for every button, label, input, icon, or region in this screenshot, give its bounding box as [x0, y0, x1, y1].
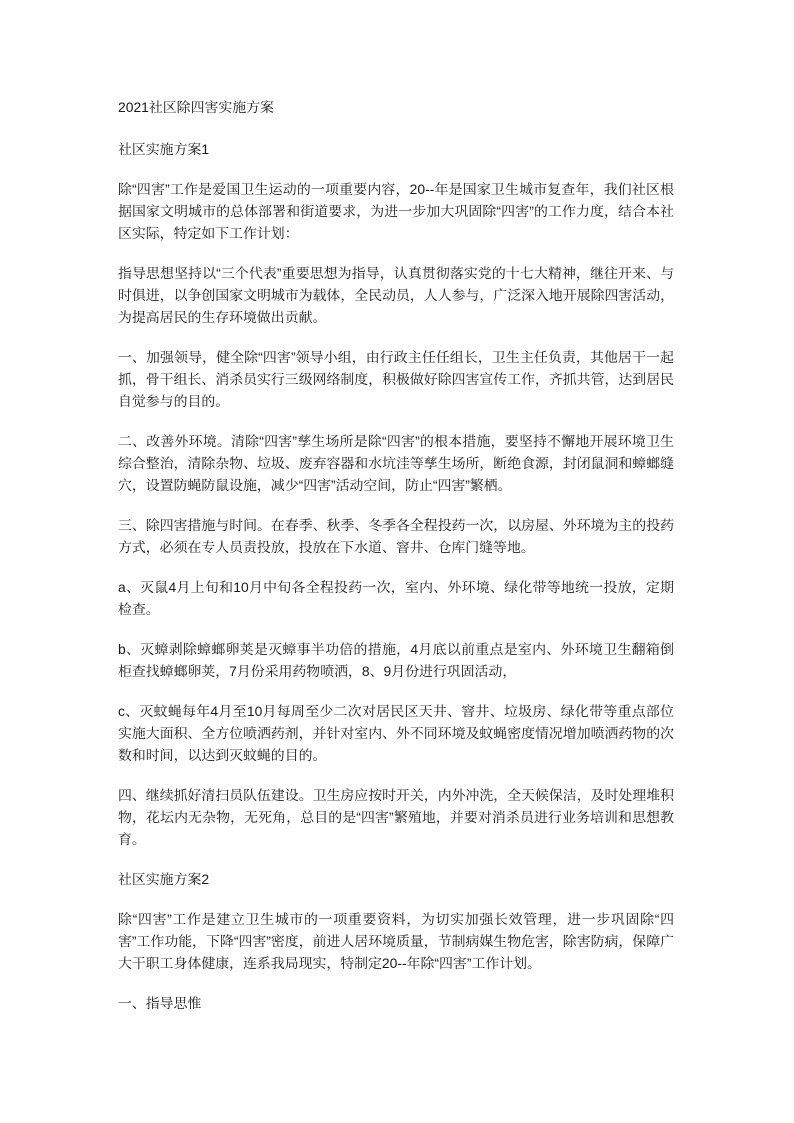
- environment-paragraph: 二、改善外环境。清除“四害”孳生场所是除“四害”的根本措施，要坚持不懈地开展环境卫生综合整治，清除杂物、垃圾、废弃容器和水坑洼等孳生场所，断绝食源，封闭鼠洞和蟑螂缝穴，设置防蝇防鼠设施，减少“四害”活动空间，防止“四害”繁栖。: [118, 433, 674, 493]
- cleaning-team-paragraph: 四、继续抓好清扫员队伍建设。卫生房应按时开关，内外冲洗，全天候保洁，及时处理堆积物，花坛内无杂物，无死角，总目的是“四害”繁殖地，并要对消杀员进行业务培训和思想教育。: [118, 787, 674, 847]
- cockroach-control-paragraph: b、灭蟑剥除蟑螂卵荚是灭蟑事半功倍的措施，4月底以前重点是室内、外环境卫生翻箱倒柜查找蟑螂卵荚，7月份采用药物喷洒，8、9月份进行巩固活动，: [118, 641, 674, 679]
- leadership-paragraph: 一、加强领导，健全除“四害”领导小组，由行政主任任组长，卫生主任负责，其他居干一起抓，骨干组长、消杀员实行三级网络制度，积极做好除四害宣传工作，齐抓共管，达到居民自觉参与的目的。: [118, 349, 674, 409]
- section-heading: 社区实施方案2: [118, 871, 210, 887]
- measures-paragraph: 三、除四害措施与时间。在春季、秋季、冬季各全程投药一次，以房屋、外环境为主的投药方式，必须在专人员责投放，投放在下水道、窨井、仓库门缝等地。: [118, 517, 674, 555]
- mosquito-fly-control-paragraph: c、灭蚊蝇每年4月至10月每周至少二次对居民区天井、窨井、垃圾房、绿化带等重点部位实施大面积、全方位喷洒药剂，并针对室内、外不同环境及蚊蝇密度情况增加喷洒药物的次数和时间，以达到灭蚊蝇的目的。: [118, 703, 674, 763]
- document-title: 2021社区除四害实施方案: [118, 99, 274, 115]
- guiding-principle-paragraph: 指导思想坚持以“三个代表”重要思想为指导，认真贯彻落实党的十七大精神，继往开来、与时俱进，以争创国家文明城市为载体，全民动员，人人参与，广泛深入地开展除四害活动，为提高居民的生存环境做出贡献。: [118, 265, 674, 325]
- intro-paragraph: 除“四害”工作是建立卫生城市的一项重要资料，为切实加强长效管理，进一步巩固除“四害”工作功能，下降“四害”密度，前进人居环境质量，节制病媒生物危害，除害防病，保障广大干职工身体健康，连系我局现实，特制定20--年除“四害”工作计划。: [118, 911, 674, 971]
- subsection-heading: 一、指导思惟: [118, 995, 202, 1011]
- plan-2-section: [118, 868, 794, 1014]
- rodent-control-paragraph: a、灭鼠4月上旬和10月中旬各全程投药一次，室内、外环境、绿化带等地统一投放，定期检查。: [118, 579, 674, 617]
- plan-1-section: [118, 138, 794, 850]
- intro-paragraph: 除“四害”工作是爱国卫生运动的一项重要内容，20--年是国家卫生城市复查年，我们社区根据国家文明城市的总体部署和街道要求，为进一步加大巩固除“四害”的工作力度，结合本社区实际，特定如下工作计划：: [118, 181, 674, 241]
- section-heading: 社区实施方案1: [118, 141, 210, 157]
